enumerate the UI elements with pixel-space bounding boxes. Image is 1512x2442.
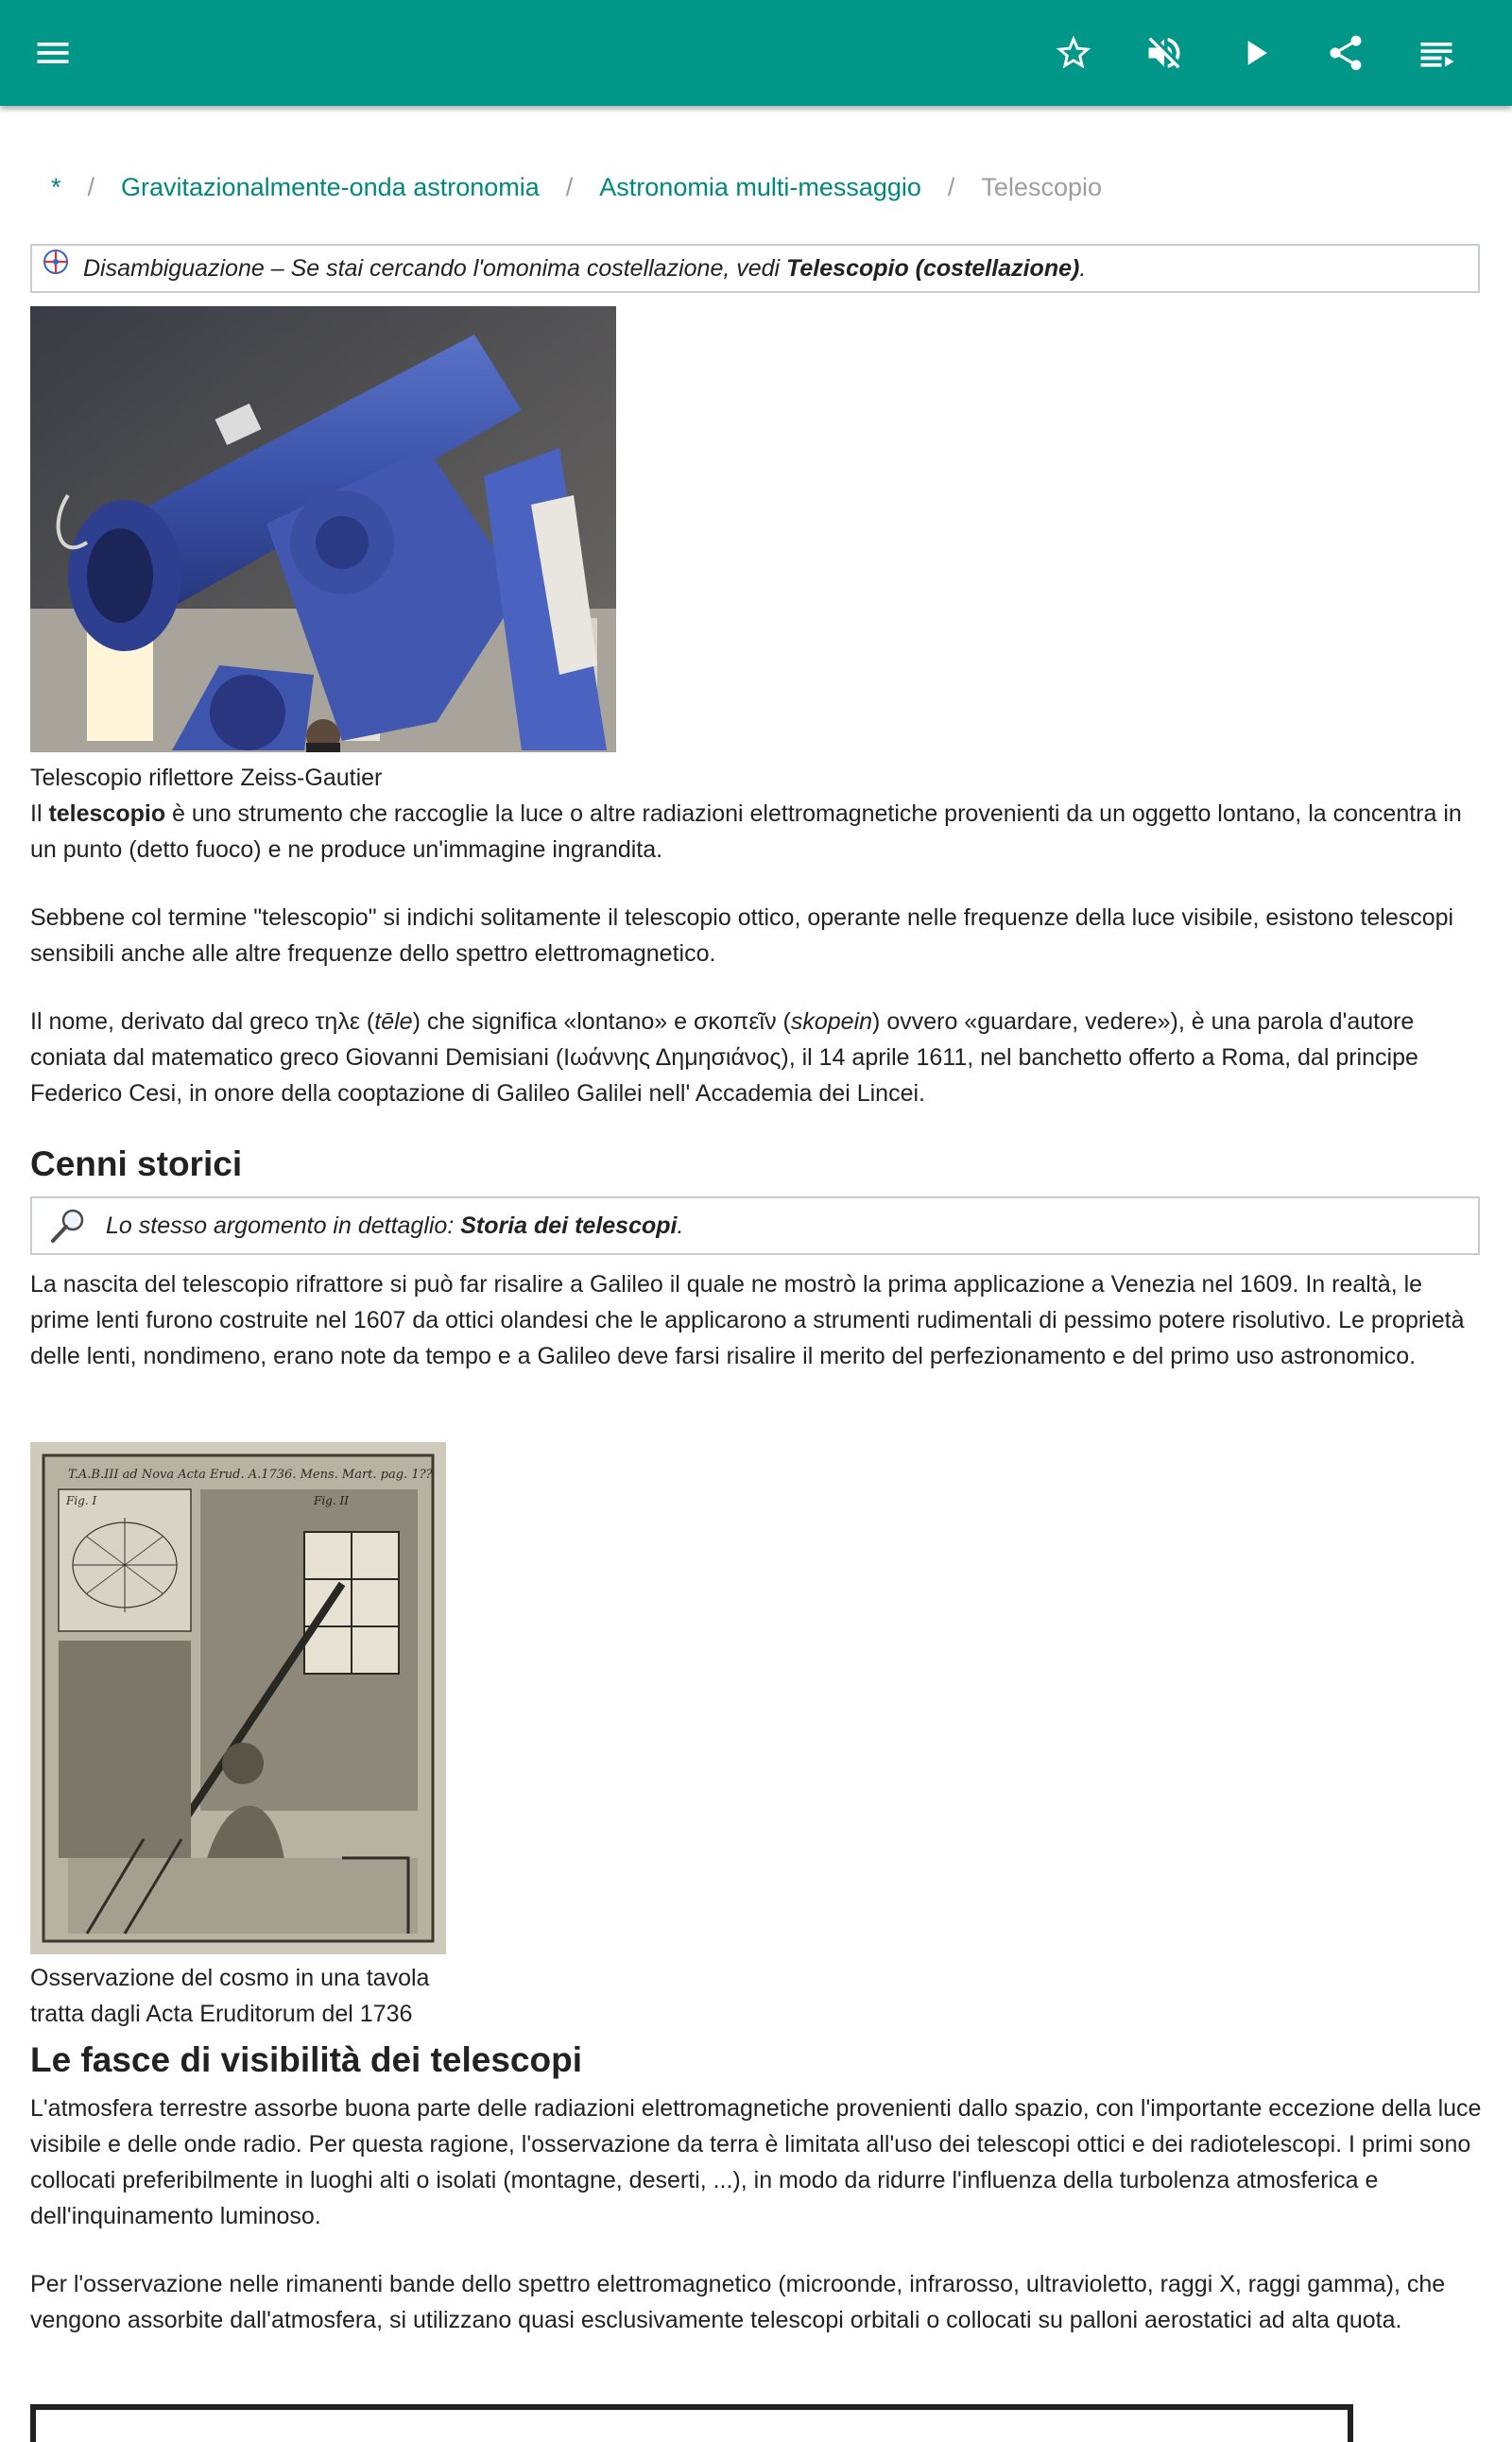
table-frame [30, 2404, 1353, 2442]
star-outline-icon [1053, 32, 1094, 74]
volume-off-icon [1143, 32, 1185, 74]
telescope-photo[interactable] [30, 306, 616, 752]
visibility-paragraph: L'atmosfera terrestre assorbe buona parte delle radiazioni elettromagnetiche provenienti dallo spazio, con l'importante eccezione della luce visibile e delle onde radio. Per questa ragione, l'osservazione da terra è limitata all'uso dei telescopi ottici e dei radiotelescopi. I primi sono collocati preferibilmente in luoghi alti o isolati (montagne, deserti, ...), in modo da ridurre l'influenza della turbolenza atmosferica e dell'inquinamento luminoso. [30, 2095, 1482, 2229]
disambiguation-icon [42, 248, 70, 276]
detail-text: Lo stesso argomento in dettaglio: Storia dei telescopi. [106, 1212, 684, 1239]
engraving-header: T.A.B.III ad Nova Acta Erud. A.1736. Mens. Mart. pag. 1?? [68, 1468, 433, 1482]
telescope-illustration [30, 306, 616, 752]
history-paragraph: La nascita del telescopio rifrattore si può far risalire a Galileo il quale ne mostrò la prima applicazione a Venezia nel 1609. In realtà, le prime lenti furono costruite nel 1607 da ottici olandesi che le applicarono a strumenti rudimentali di pessimo potere risolutivo. Le proprietà delle lenti, nondimeno, erano note da tempo e a Galileo deve farsi risalire il merito del perfezionamento e del primo uso astronomico. [30, 1271, 1465, 1369]
engraving-image[interactable] [30, 1442, 446, 1954]
breadcrumb-home[interactable]: * [51, 172, 61, 201]
playlist-icon [1416, 32, 1457, 74]
intro-paragraph: Il telescopio è uno strumento che raccoglie la luce o altre radiazioni elettromagnetiche provenienti da un oggetto lontano, la concentra in un punto (detto fuoco) e ne produce un'immagine ingrandita. [30, 800, 1462, 863]
engraving-fig2-label: Fig. II [314, 1494, 349, 1507]
favorite-button[interactable] [1041, 21, 1106, 85]
share-button[interactable] [1314, 21, 1378, 85]
section-heading-visibility: Le fasce di visibilità dei telescopi [30, 2040, 582, 2079]
contents-button[interactable] [1404, 21, 1469, 85]
disambiguation-box [30, 244, 1480, 293]
figure-caption-2: Osservazione del cosmo in una tavola tratta dagli Acta Eruditorum del 1736 [30, 1965, 430, 2027]
breadcrumb-separator: / [947, 172, 955, 201]
detail-box [30, 1196, 1480, 1255]
breadcrumb [30, 168, 1482, 206]
breadcrumb-item-multimessenger[interactable]: Astronomia multi-messaggio [599, 172, 921, 201]
breadcrumb-separator: / [87, 172, 95, 201]
detail-link[interactable]: Storia dei telescopi [460, 1212, 678, 1239]
share-icon [1325, 32, 1366, 74]
breadcrumb-current: Telescopio [981, 172, 1102, 201]
disambiguation-text: Disambiguazione – Se stai cercando l'omonima costellazione, vedi Telescopio (costellazione). [83, 254, 1087, 282]
breadcrumb-item-gravitational[interactable]: Gravitazionalmente-onda astronomia [121, 172, 540, 201]
etymology-paragraph: Il nome, derivato dal greco τηλε (tēle) che significa «lontano» e σκοπεῖν (skopein) ovvero «guardare, vedere»), è una parola d'autore coniata dal matematico greco Giovanni Demisiani (Ιωάννης Δημησιάνος), il 14 aprile 1611, nel banchetto offerto a Roma, dal principe Federico Cesi, in onore della cooptazione di Galileo Galilei nell' Accademia dei Lincei. [30, 1008, 1418, 1107]
visibility-paragraph-2: Per l'osservazione nelle rimanenti bande dello spettro elettromagnetico (microonde, infrarosso, ultravioletto, raggi X, raggi gamma), che vengono assorbite dall'atmosfera, si utilizzano quasi esclusivamente telescopi orbitali o collocati su palloni aerostatici ad alta quota. [30, 2271, 1446, 2333]
menu-icon [32, 32, 74, 74]
breadcrumb-separator: / [565, 172, 574, 201]
disambiguation-link[interactable]: Telescopio (costellazione) [786, 254, 1080, 282]
intro-paragraph-2: Sebbene col termine "telescopio" si indichi solitamente il telescopio ottico, operante nelle frequenze della luce visibile, esistono telescopi sensibili anche alle altre frequenze dello spettro elettromagnetico. [30, 904, 1454, 967]
mute-button[interactable] [1132, 21, 1196, 85]
menu-button[interactable] [21, 21, 85, 85]
engraving-fig1-label: Fig. I [66, 1494, 97, 1507]
engraving-illustration [30, 1442, 446, 1954]
figure-caption: Telescopio riflettore Zeiss-Gautier [30, 765, 383, 791]
magnifier-icon [49, 1207, 87, 1245]
app-toolbar [0, 0, 1512, 106]
section-heading-history: Cenni storici [30, 1144, 243, 1183]
play-icon [1234, 32, 1276, 74]
play-button[interactable] [1223, 21, 1287, 85]
